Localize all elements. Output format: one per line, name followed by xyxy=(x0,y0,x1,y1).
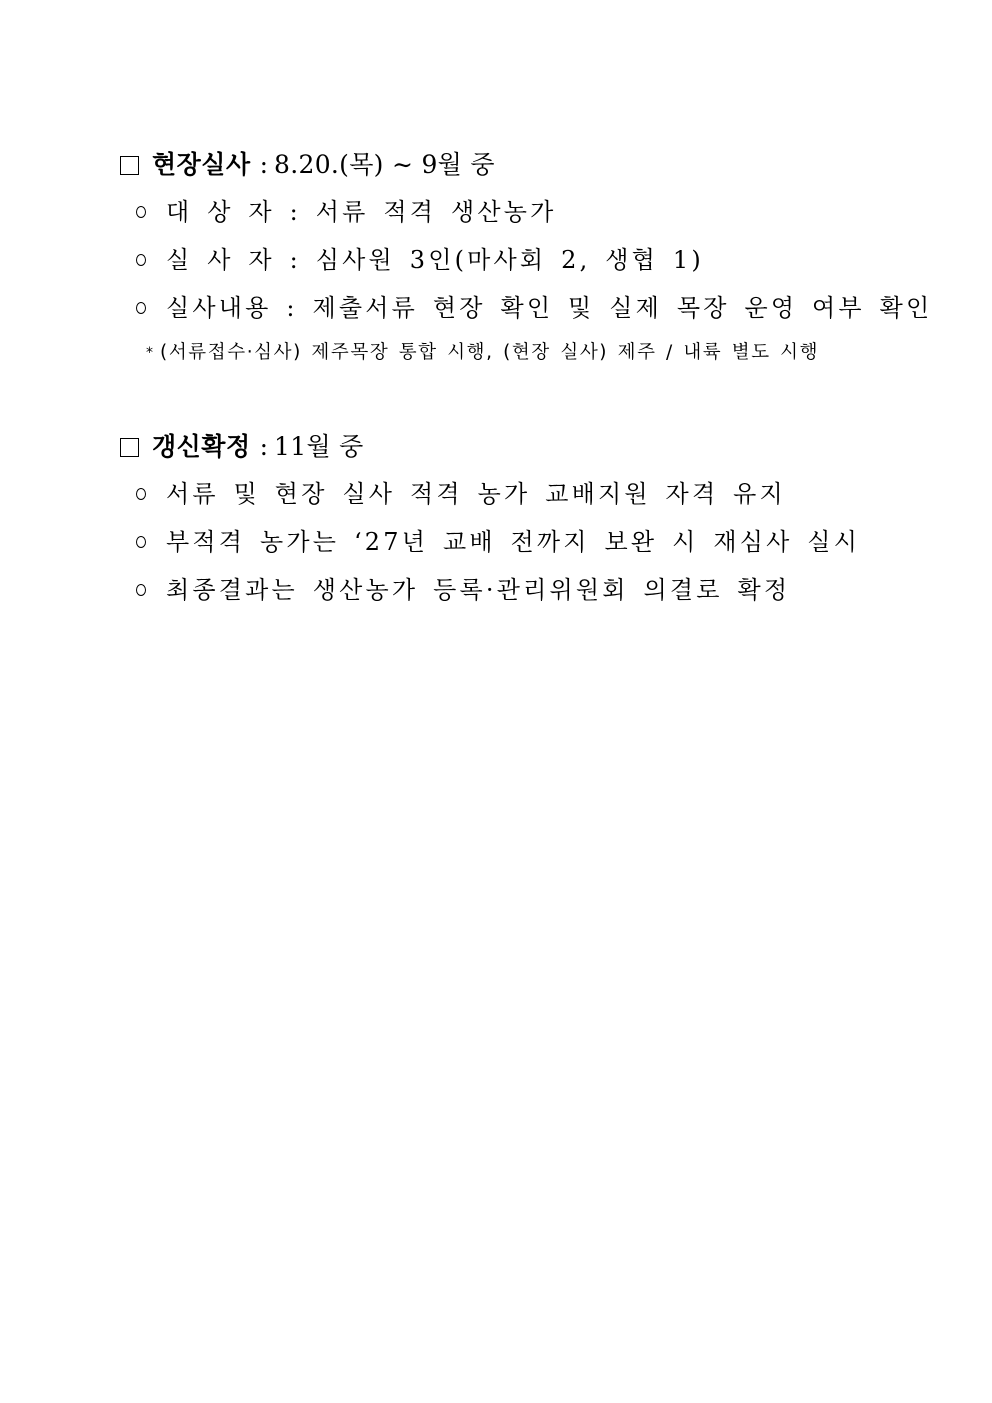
checkbox-square-icon xyxy=(120,156,139,175)
section-separator: : xyxy=(259,150,269,179)
circle-bullet-icon xyxy=(136,584,146,596)
section-heading xyxy=(120,424,880,470)
section-schedule: 11월 중 xyxy=(274,432,364,461)
footnote-text: (서류접수·심사) 제주목장 통합 시행, (현장 실사) 제주 / 내륙 별도 시행 xyxy=(160,342,820,363)
circle-bullet-icon xyxy=(136,536,146,548)
section-renewal-confirmation xyxy=(120,424,880,614)
list-item-text: 실사내용 : 제출서류 현장 확인 및 실제 목장 운영 여부 확인 xyxy=(166,294,933,322)
list-item xyxy=(120,518,880,566)
list-item-text: 실 사 자 : 심사원 3인(마사회 2, 생협 1) xyxy=(166,246,704,274)
checkbox-square-icon xyxy=(120,438,139,457)
list-item xyxy=(120,236,880,284)
footnote xyxy=(120,332,880,374)
circle-bullet-icon xyxy=(136,302,146,314)
section-title: 현장실사 xyxy=(152,150,251,179)
list-item xyxy=(120,188,880,236)
circle-bullet-icon xyxy=(136,488,146,500)
list-item xyxy=(120,284,933,332)
list-item-text: 서류 및 현장 실사 적격 농가 교배지원 자격 유지 xyxy=(166,480,786,508)
section-heading xyxy=(120,142,880,188)
list-item-text: 대 상 자 : 서류 적격 생산농가 xyxy=(166,198,557,226)
list-item xyxy=(120,566,880,614)
list-item-text: 최종결과는 생산농가 등록·관리위원회 의결로 확정 xyxy=(166,576,791,604)
section-schedule: 8.20.(목) ∼ 9월 중 xyxy=(274,150,495,179)
section-field-inspection xyxy=(120,142,933,374)
section-title: 갱신확정 xyxy=(152,432,251,461)
list-item-text: 부적격 농가는 ‘27년 교배 전까지 보완 시 재심사 실시 xyxy=(166,528,861,556)
list-item xyxy=(120,470,880,518)
asterisk-icon: * xyxy=(146,345,153,361)
circle-bullet-icon xyxy=(136,206,146,218)
section-separator: : xyxy=(259,432,269,461)
circle-bullet-icon xyxy=(136,254,146,266)
